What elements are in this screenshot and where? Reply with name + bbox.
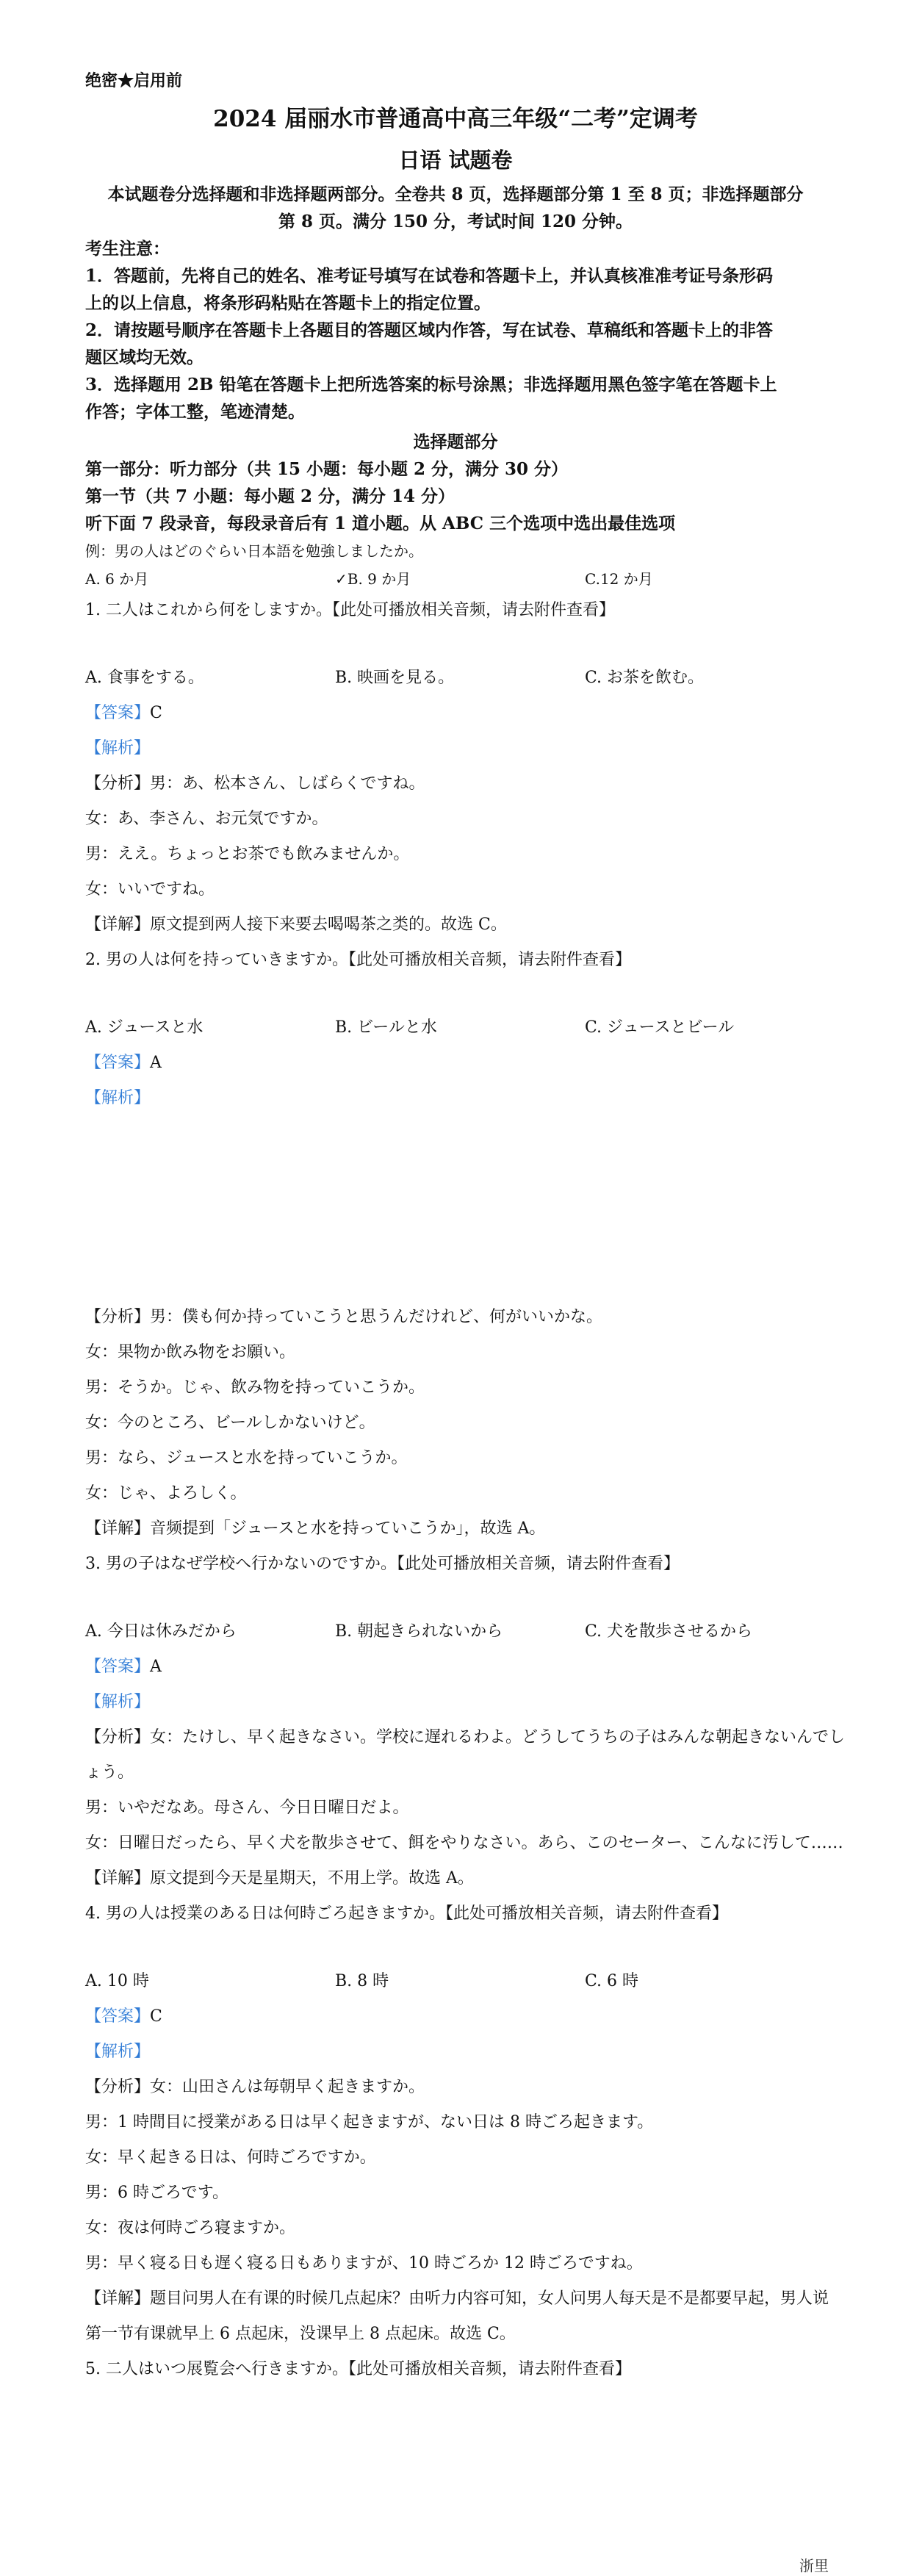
q5-question: 5. 二人はいつ展覧会へ行きますか。【此处可播放相关音频，请去附件查看】 [85,2360,632,2378]
q2-option-b: B. ビールと水 [335,1018,437,1037]
q3-answer: 【答案】A [85,1658,162,1676]
notice-line: 本试题卷分选择题和非选择题两部分。全卷共 8 页，选择题部分第 1 至 8 页；非选择题部分 [107,184,804,204]
q4-option-a: A. 10 時 [85,1972,149,1990]
q4-dialog-line: 男：早く寝る日も遅く寝る日もありますが、10 時ごろか 12 時ごろですね。 [85,2254,643,2273]
sec1-heading: 第一节（共 7 小题：每小题 2 分，满分 14 分） [85,486,455,506]
q2-option-c: C. ジュースとビール [585,1018,735,1037]
q2-dialog-line: 【分析】男：僕も何か持っていこうと思うんだけれど、何がいいかな。 [85,1308,603,1326]
q1-answer: 【答案】C [85,704,162,722]
q2-analysis-label: 【解析】 [85,1089,151,1107]
q3-dialog-line: 男：いやだなあ。母さん、今日日曜日だよ。 [85,1799,409,1817]
notice-line: 1．答题前，先将自己的姓名、准考证号填写在试卷和答题卡上，并认真核准准考证号条形码 [85,266,774,286]
q4-question: 4. 男の人は授業のある日は何時ごろ起きますか。【此处可播放相关音频，请去附件查看】 [85,1904,729,1923]
q3-question: 3. 男の子はなぜ学校へ行かないのですか。【此处可播放相关音频，请去附件查看】 [85,1555,680,1573]
q3-options [85,1614,826,1649]
q3-dialog-line: 【分析】女：たけし、早く起きなさい。学校に遅れるわよ。どうしてうちの子はみんな朝起きないんでし [85,1728,846,1746]
q2-option-a: A. ジュースと水 [85,1018,204,1037]
audio-note: 【此处可播放相关音频，请去附件查看】 [348,951,632,969]
q1-options [85,661,826,696]
notice-block [85,181,826,425]
audio-note: 【此处可播放相关音频，请去附件查看】 [332,601,616,619]
part1-heading: 第一部分：听力部分（共 15 小题：每小题 2 分，满分 30 分） [85,459,569,479]
q2-question: 2. 男の人は何を持っていきますか。【此处可播放相关音频，请去附件查看】 [85,951,632,969]
notice-line: 考生注意： [85,239,170,259]
q1-dialog-line: 【分析】男：あ、松本さん、しばらくですね。 [85,774,425,793]
q4-option-b: B. 8 時 [335,1972,389,1990]
q3-option-b: B. 朝起きられないから [335,1622,503,1641]
example-option-c: C.12 か月 [585,570,653,588]
section-title: 选择题部分 [413,432,498,452]
notice-line: 题区域均无效。 [85,348,204,367]
q4-detail: 【详解】题目问男人在有课的时候几点起床？由听力内容可知，女人问男人每天是不是都要早起，男人说 [85,2289,829,2308]
notice-line: 作答；字体工整，笔迹清楚。 [85,402,305,422]
q1-question: 1. 二人はこれから何をしますか。【此处可播放相关音频，请去附件查看】 [85,601,616,619]
q1-dialog-line: 男：ええ。ちょっとお茶でも飲みませんか。 [85,845,410,863]
q4-analysis-label: 【解析】 [85,2043,151,2061]
q4-dialog-line: 【分析】女：山田さんは毎朝早く起きますか。 [85,2078,425,2096]
q2-answer: 【答案】A [85,1054,162,1072]
exam-content [85,68,846,2387]
q4-dialog-line: 男：6 時ごろです。 [85,2184,229,2202]
example-option-b: ✓B. 9 か月 [335,570,411,588]
notice-line: 3．选择题用 2B 铅笔在答题卡上把所选答案的标号涂黑；非选择题用黑色签字笔在答题卡上 [85,375,777,395]
q1-dialog-line: 女：あ、李さん、お元気ですか。 [85,810,328,828]
example-options [85,565,826,593]
secret-label: 绝密★启用前 [85,71,183,90]
audio-note: 【此处可播放相关音频，请去附件查看】 [445,1904,729,1923]
q2-options [85,1010,826,1046]
q4-dialog-line: 男：1 時間目に授業がある日は早く起きますが、ない日は 8 時ごろ起きます。 [85,2113,654,2131]
q1-option-b: B. 映画を見る。 [335,669,455,687]
q4-answer: 【答案】C [85,2007,162,2026]
q3-option-c: C. 犬を散歩させるから [585,1622,753,1641]
q3-analysis-label: 【解析】 [85,1693,151,1711]
notice-line: 2．请按题号顺序在答题卡上各题目的答题区域内作答，写在试卷、草稿纸和答题卡上的非答 [85,320,774,340]
q1-detail: 【详解】原文提到两人接下来要去喝喝茶之类的。故选 C。 [85,915,507,934]
q2-dialog-line: 女：今のところ、ビールしかないけど。 [85,1414,375,1432]
footer-region: 浙里 [799,2557,829,2575]
q3-detail: 【详解】原文提到今天是星期天，不用上学。故选 A。 [85,1869,474,1888]
notice-line: 第 8 页。满分 150 分，考试时间 120 分钟。 [278,212,633,231]
q3-option-a: A. 今日は休みだから [85,1622,237,1641]
q3-dialog-line: 女：日曜日だったら、早く犬を散歩させて、餌をやりなさい。あら、このセーター、こんなに汚して…… [85,1834,843,1852]
example-option-a: A. 6 か月 [85,570,149,588]
notice-line: 上的以上信息，将条形码粘贴在答题卡上的指定位置。 [85,293,491,313]
audio-note: 【此处可播放相关音频，请去附件查看】 [397,1555,680,1573]
q4-option-c: C. 6 時 [585,1972,639,1990]
q1-analysis-label: 【解析】 [85,739,151,758]
q1-option-c: C. お茶を飲む。 [585,669,705,687]
q1-option-a: A. 食事をする。 [85,669,204,687]
q4-dialog-line: 女：夜は何時ごろ寝ますか。 [85,2219,296,2237]
instruction: 听下面 7 段录音，每段录音后有 1 道小题。从 ABC 三个选项中选出最佳选项 [85,514,676,533]
q2-dialog-line: 男：なら、ジュースと水を持っていこうか。 [85,1449,408,1467]
q2-dialog-line: 女：じゃ、よろしく。 [85,1484,247,1503]
q2-detail: 【详解】音频提到「ジュースと水を持っていこうか」，故选 A。 [85,1519,546,1538]
q3-dialog-line: ょう。 [85,1763,134,1782]
q4-options [85,1964,826,1999]
example-question: 例：男の人はどのぐらい日本語を勉強しましたか。 [85,542,423,560]
q4-dialog-line: 女：早く起きる日は、何時ごろですか。 [85,2148,376,2167]
q2-dialog-line: 女：果物か飲み物をお願い。 [85,1343,296,1361]
audio-note: 【此处可播放相关音频，请去附件查看】 [348,2360,632,2378]
q2-dialog-line: 男：そうか。じゃ、飲み物を持っていこうか。 [85,1378,425,1397]
exam-subtitle: 日语 试题卷 [398,148,513,173]
q1-dialog-line: 女：いいですね。 [85,880,215,899]
q4-detail-cont: 第一节有课就早上 6 点起床，没课早上 8 点起床。故选 C。 [85,2325,516,2343]
exam-title: 2024 届丽水市普通高中高三年级“二考”定调考 [213,106,698,132]
